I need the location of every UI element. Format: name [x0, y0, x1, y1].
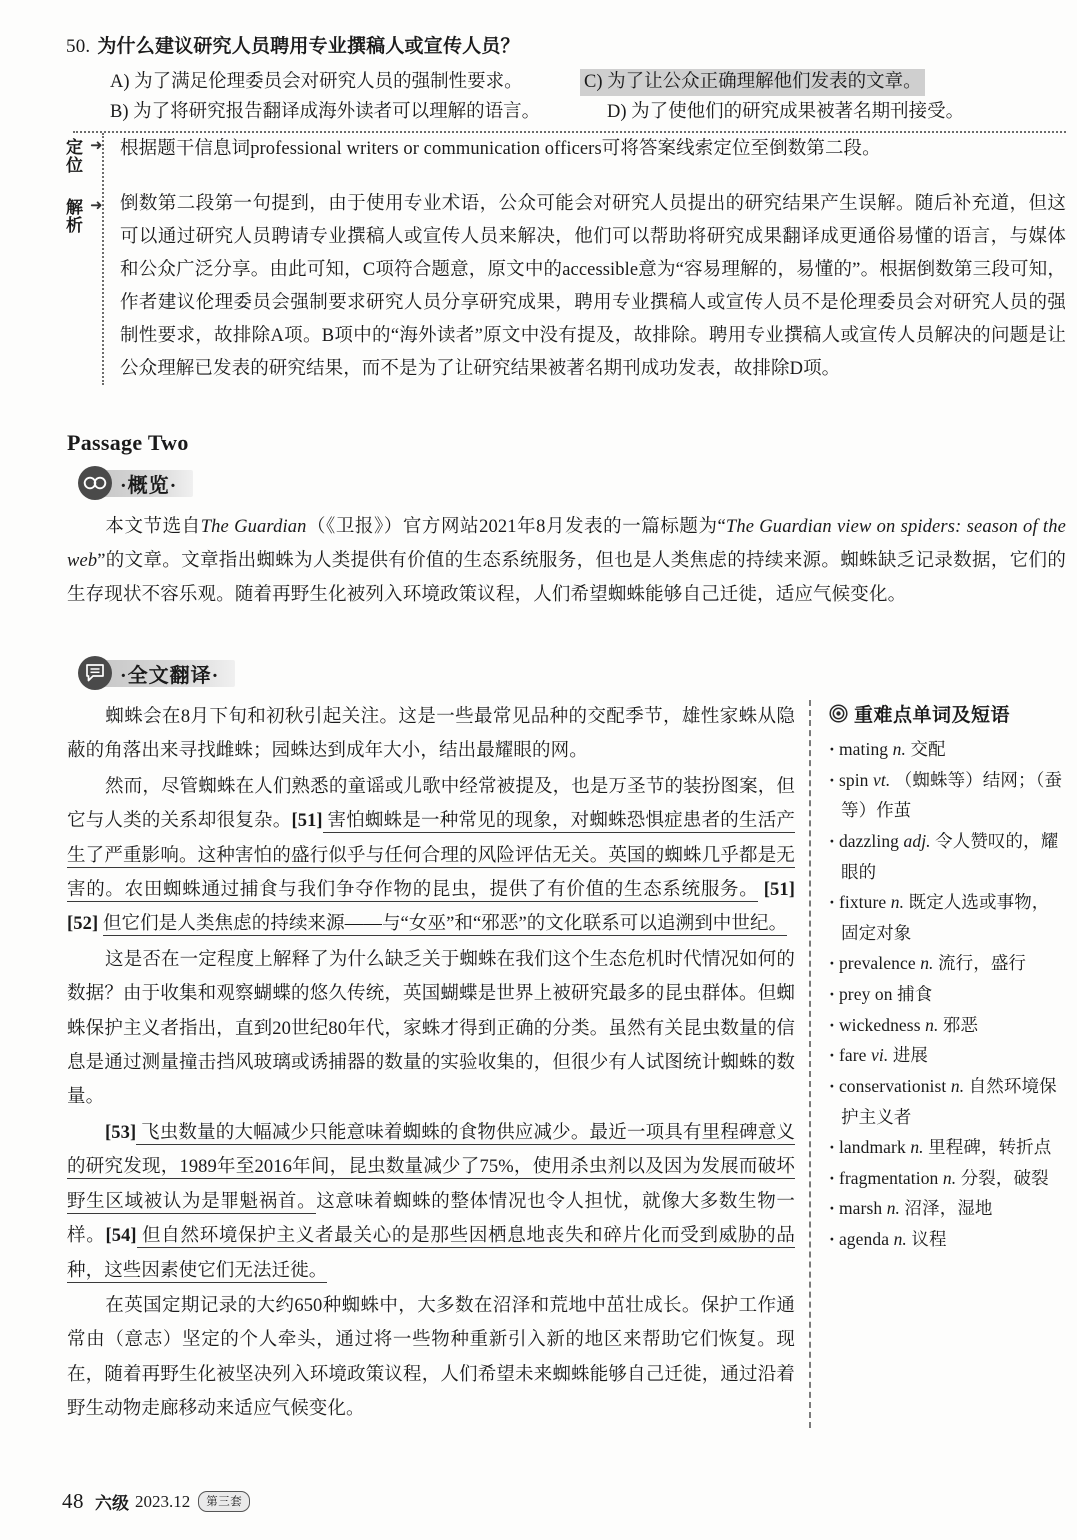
vocabulary-word: marsh: [838, 1198, 883, 1219]
vocabulary-pos: n.: [910, 1137, 924, 1158]
vocabulary-pos: n.: [893, 1229, 907, 1249]
vocabulary-item: [829, 1163, 1066, 1194]
analysis-body: [66, 133, 1066, 385]
vocabulary-definition: 令人赞叹的，耀眼的: [841, 830, 1059, 882]
vocabulary-definition: 捕食: [897, 984, 933, 1004]
option-d-text: 为了使他们的研究成果被著名期刊接受。: [631, 102, 965, 123]
vocabulary-word: agenda: [838, 1229, 890, 1249]
vocabulary-pos: adj.: [903, 830, 931, 851]
plain-segment: 蜘蛛会在8月下旬和初秋引起关注。这是一些最常见品种的交配季节，雄性家蛛从隐蔽的角落出来寻找雌蛛；园蛛达到成年大小，结出最耀眼的网。: [67, 707, 795, 762]
translation-section-badge: [78, 656, 235, 690]
plain-segment: 在英国定期记录的大约650种蜘蛛中，大多数在沼泽和荒地中茁壮成长。保护工作通常由（意志）坚定的个人牵头，通过将一些物种重新引入新的地区来帮助它们恢复。现在，随着再野生化被坚决列入环境政策议程，人们希望未来蜘蛛能够自己迁徙，通过沿着野生动物走廊移动来适应气候变化。: [67, 1295, 795, 1420]
translation-paragraph: [67, 770, 795, 942]
option-c-text: 为了让公众正确理解他们发表的文章。: [607, 71, 922, 92]
explain-paragraph: 倒数第二段第一句提到，由于使用专业术语，公众可能会对研究人员提出的研究结果产生误解。随后补充道，但这可以通过研究人员聘请专业撰稿人或宣传人员来解决，他们可以帮助将研究成果翻译成更通俗易懂的语言，与媒体和公众广泛分享。由此可知，C项符合题意，原文中的accessible意为“容易理解的，易懂的”。根据倒数第三段可知，作者建议伦理委员会强制要求研究人员分享研究成果，聘用专业撰稿人或宣传人员不是伦理委员会对研究人员的强制性要求，故排除A项。B项中的“海外读者”原文中没有提及，故排除。聘用专业撰稿人或宣传人员解决的问题是让公众理解已发表的研究结果，而不是为了让研究结果被著名期刊成功发表，故排除D项。: [120, 193, 1066, 379]
translation-paragraph: [67, 1289, 795, 1427]
vocabulary-item: [829, 734, 1066, 765]
overview-text-2: （《卫报》）官方网站2021年8月发表的一篇标题为“: [306, 517, 726, 537]
vocabulary-definition: 流行，盛行: [938, 953, 1027, 974]
footer-set-badge: 第三套: [198, 1491, 250, 1512]
vocabulary-pos: n.: [950, 1075, 965, 1096]
vocabulary-definition: 自然环境保护主义者: [841, 1075, 1057, 1127]
option-d-key: D): [607, 102, 627, 123]
vocabulary-item: [829, 887, 1066, 948]
question-ref-marker: [51] [52]: [67, 880, 795, 935]
question-block: [66, 34, 1066, 130]
vocabulary-definition: 沼泽，湿地: [904, 1198, 993, 1219]
vocabulary-word: dazzling: [838, 830, 900, 851]
vocabulary-word: prevalence: [838, 953, 916, 974]
vocabulary-list: [829, 734, 1066, 1255]
vocabulary-item: [829, 979, 1066, 1010]
vocabulary-definition: （蜘蛛等）结网；（蚕等）作茧: [841, 769, 1063, 821]
footer-level: 六级: [95, 1494, 129, 1513]
overview-article-title-italic: The Guardian view on spiders: season of the web: [67, 517, 1066, 572]
overview-section-badge: [78, 466, 193, 500]
plain-segment: 这是否在一定程度上解释了为什么缺乏关于蜘蛛在我们这个生态危机时代情况如何的数据？由于收集和观察蝴蝶的悠久传统，英国蝴蝶是世界上被研究最多的昆虫群体。但蜘蛛保护主义者指出，直到20世纪80年代，家蛛才得到正确的分类。虽然有关昆虫数量的信息是通过测量撞击挡风玻璃或诱捕器的数量的实验收集的，但很少有人试图统计蜘蛛的数量。: [67, 949, 795, 1108]
option-row-bd: [66, 99, 1066, 127]
locate-label-text: 定位: [66, 138, 83, 176]
underlined-segment: 但它们是人类焦虑的持续来源——与“女巫”和“邪恶”的文化联系可以追溯到中世纪。: [102, 914, 788, 935]
overview-paragraph: [67, 510, 1066, 613]
explain-label-text: 解析: [66, 198, 83, 236]
vocabulary-pos: n.: [920, 953, 934, 974]
analysis-margin-labels: [66, 133, 102, 385]
overview-badge-label: ·概览·: [120, 474, 178, 497]
document-bubble-icon: [78, 656, 112, 690]
footer-page-number: 48: [62, 1489, 84, 1513]
option-row-ac: [66, 69, 1066, 97]
option-b[interactable]: [66, 99, 607, 127]
option-a[interactable]: [66, 69, 580, 97]
underlined-segment: 害怕蜘蛛是一种常见的现象，对蜘蛛恐惧症患者的生活产生了严重影响。这种害怕的盛行似乎与任何合理的风险评估无关。英国的蜘蛛几乎都是无害的。农田蜘蛛通过捕食与我们争夺作物的昆虫，提供了有价值的生态系统服务。: [67, 811, 796, 901]
vocabulary-item: [829, 1010, 1066, 1041]
page-footer: [62, 1489, 250, 1514]
vocabulary-pos: n.: [942, 1167, 957, 1188]
passage-title: Passage Two: [67, 430, 189, 455]
underlined-segment: 飞虫数量的大幅减少只能意味着蜘蛛的食物供应减少。最近一项具有里程碑意义的研究发现，1989年至2016年间，昆虫数量减少了75%，使用杀虫剂以及因为发展而破坏野生区域被认为是罪魁祸首。: [67, 1122, 795, 1212]
vocabulary-definition: 既定人选或事物，固定对象: [841, 892, 1050, 943]
vocabulary-heading: [829, 700, 1066, 727]
translation-paragraph: [67, 700, 795, 769]
question-text: 为什么建议研究人员聘用专业撰稿人或宣传人员？: [97, 36, 520, 57]
plain-segment: 然而，尽管蜘蛛在人们熟悉的童谣或儿歌中经常被提及，也是万圣节的装扮图案，但它与人类的关系却很复杂。: [67, 776, 795, 832]
vocabulary-item: [829, 826, 1066, 887]
analysis-box: [66, 131, 1066, 385]
vocabulary-item: [829, 1071, 1066, 1132]
vocabulary-item: [829, 1132, 1066, 1163]
vocabulary-definition: 里程碑，转折点: [928, 1137, 1052, 1158]
vocabulary-word: prey on: [838, 984, 893, 1004]
vocabulary-word: mating: [838, 739, 889, 759]
analysis-content: [106, 133, 1066, 385]
translation-paragraph: [67, 1116, 795, 1288]
vocabulary-definition: 分裂，破裂: [960, 1167, 1049, 1188]
vocabulary-pos: n.: [890, 892, 905, 913]
vocabulary-item: [829, 765, 1066, 826]
locate-arrow-icon: ➜: [90, 138, 103, 154]
vocabulary-column: [813, 700, 1066, 1255]
vocabulary-pos: n.: [892, 739, 906, 759]
option-c[interactable]: [580, 69, 925, 97]
vocabulary-word: fare: [838, 1045, 867, 1066]
vocabulary-pos: vt.: [873, 769, 891, 790]
target-icon: [829, 704, 848, 723]
overview-text-1: 本文节选自: [105, 517, 201, 537]
question-ref-marker: [51]: [291, 811, 323, 832]
vocabulary-pos: n.: [925, 1014, 939, 1035]
option-a-key: A): [110, 71, 130, 92]
option-b-key: B): [110, 102, 129, 123]
option-d[interactable]: [607, 99, 964, 127]
vocabulary-definition: 邪恶: [942, 1014, 979, 1035]
question-ref-marker: [54]: [105, 1226, 137, 1247]
option-b-text: 为了将研究报告翻译成海外读者可以理解的语言。: [133, 102, 541, 123]
option-a-text: 为了满足伦理委员会对研究人员的强制性要求。: [134, 71, 523, 92]
translation-paragraph: [67, 943, 795, 1115]
overview-text-3: ”的文章。文章指出蜘蛛为人类提供有价值的生态系统服务，但也是人类焦虑的持续来源。蜘蛛缺乏记录数据，它们的生存现状不容乐观。随着再野生化被列入环境政策议程，人们希望蜘蛛能够自己迁徙，适应气候变化。: [67, 551, 1066, 606]
glasses-icon: [78, 466, 112, 500]
translation-column: [67, 700, 809, 1428]
vocabulary-item: [829, 1224, 1066, 1255]
footer-date: 2023.12: [135, 1491, 191, 1511]
locate-label: [66, 139, 92, 175]
vocabulary-definition: 议程: [911, 1229, 947, 1249]
vocabulary-pos: vi.: [871, 1045, 889, 1066]
body-columns: [67, 700, 1066, 1428]
explain-arrow-icon: ➜: [90, 198, 103, 214]
option-c-key: C): [584, 71, 603, 92]
vocabulary-word: wickedness: [838, 1014, 921, 1035]
translation-badge-bar: [98, 660, 235, 687]
vocabulary-item: [829, 948, 1066, 979]
explain-label: [66, 199, 92, 235]
vocabulary-item: [829, 1193, 1066, 1224]
vocabulary-item: [829, 1040, 1066, 1071]
locate-paragraph: 根据题干信息词professional writers or communication officers可将答案线索定位至倒数第二段。: [120, 139, 881, 159]
question-ref-marker: [53]: [105, 1122, 137, 1143]
option-grid: [66, 69, 1066, 128]
vocabulary-word: conservationist: [838, 1075, 947, 1096]
vocabulary-pos: n.: [886, 1198, 901, 1219]
vocabulary-word: landmark: [838, 1137, 906, 1158]
overview-source-italic: The Guardian: [200, 517, 307, 537]
underlined-segment: 但自然环境保护主义者最关心的是那些因栖息地丧失和碎片化而受到威胁的品种，这些因素使它们无法迁徙。: [67, 1226, 795, 1281]
vocabulary-definition: 交配: [910, 739, 946, 759]
overview-badge-bar: [98, 470, 193, 497]
vocabulary-definition: 进展: [892, 1045, 929, 1066]
translation-badge-label: ·全文翻译·: [120, 664, 220, 687]
plain-segment: 这意味着蜘蛛的整体情况也令人担忧，就像大多数生物一样。: [67, 1191, 795, 1247]
vocabulary-word: spin: [838, 769, 869, 790]
vocabulary-heading-text: 重难点单词及短语: [854, 705, 1011, 726]
vocabulary-word: fragmentation: [838, 1167, 939, 1188]
vocabulary-word: fixture: [838, 892, 887, 913]
question-number: 50.: [66, 36, 91, 57]
question-stem: [66, 34, 1066, 60]
